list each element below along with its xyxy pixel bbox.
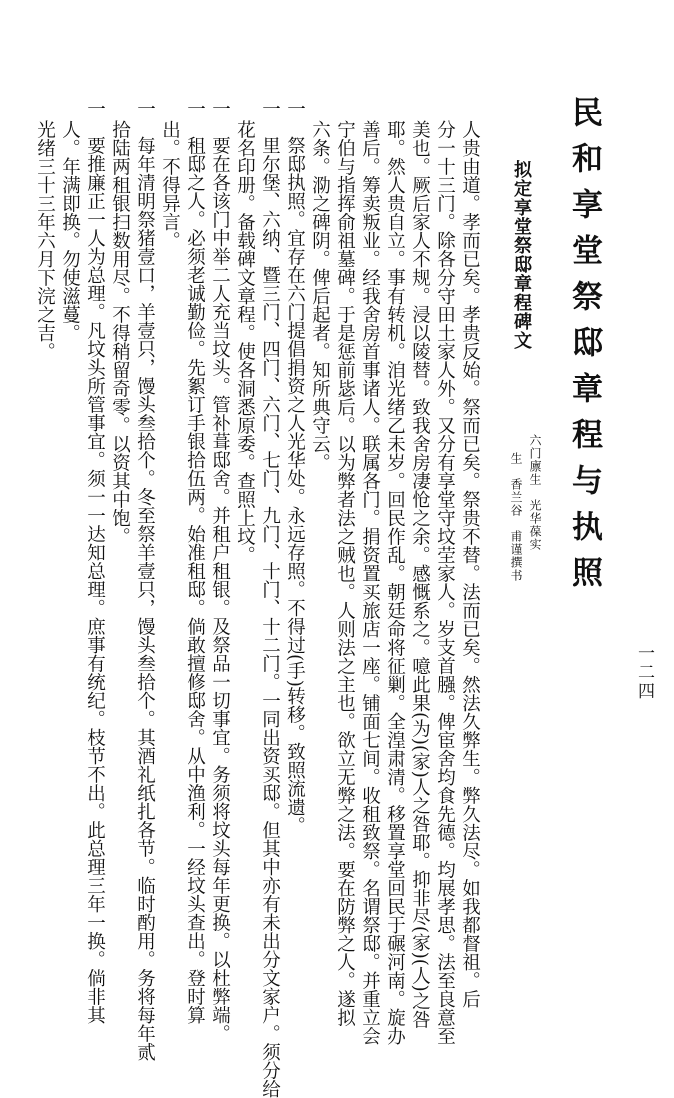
- rule-5-column-1: 一 每年清明祭猪壹口，羊壹只，馒头叁拾个。冬至祭羊壹只，馒头叁拾个。其酒礼纸扎各节。临时酌用。务将每年贰: [134, 99, 156, 1061]
- author-line-1: 六门廪生 光华葆实: [528, 434, 542, 551]
- rule-6-column-1: 一 要推廉正一人为总理。凡坟头所管事宜。须一一达知总理。庶事有统纪。枝节不出。此总理三年一换。倘非其: [84, 99, 106, 1024]
- body-column-3: 美也。厥后家人不规。浸以陵替。致我舍房凄怆之余。感慨系之。噫此果(为)(家)人之咎耶。抑非尽(家)(人)之咎: [409, 120, 431, 1029]
- body-column-2: 分一十三门。除各分守田土家人外。又分有享堂守坟茔家人。岁支首膙。俾宦舍均食先德。均展孝思。法至良意至: [434, 120, 456, 1045]
- rule-2-column-1: 一 里尔堡、六纳、暨三门、四门、六门、七门、九门、十门、十二门。一同出资买邸。但其中亦有未出分文家户。须分给: [259, 99, 281, 1098]
- rule-4-column-2: 出。不得异言。: [159, 120, 181, 250]
- inscription-title: 拟定享堂祭邸章程碑文: [511, 160, 532, 350]
- body-column-1: 人贵由道。孝而已矣。孝贵反始。祭而已矣。祭贵不替。法而已矣。然法久弊生。弊久法尽。如我都督祖。后: [459, 120, 481, 1008]
- author-line-2: 生 香兰谷 甫谨撰书: [509, 452, 523, 582]
- date-line: 光绪三十三年六月下浣之吉。: [34, 120, 56, 361]
- body-column-4: 耶。然人贵自立。事有转机。洎光绪乙未岁。回民作乱。朝廷命将征剿。全湟肃清。移置享堂回民于碾河南。旋办: [384, 120, 406, 1045]
- chapter-title: 民和享堂祭邸章程与执照: [566, 96, 602, 602]
- page-number: 一二四: [634, 644, 654, 701]
- rule-2-column-2: 花名印册。备载碑文章程。使各洞悉原委。查照上坟。: [234, 120, 256, 564]
- body-column-7: 六条。泐之碑阴。俾后起者。知所典守云。: [309, 120, 331, 472]
- body-column-5: 善后。筹卖叛业。经我舍房首事诸人。联属各门。捐资置买旅店一座。铺面七间。收租致祭。名谓祭邸。并重立会: [359, 120, 381, 1045]
- rule-3-column-1: 一 要在各该门中举二人充当坟头。管补葺邸舍。并租户租银。及祭品一切事宜。务须将坟头每年更换。以杜弊端。: [209, 99, 231, 1043]
- rule-6-column-2: 人。年满即换。勿使滋蔓。: [59, 120, 81, 342]
- body-column-6: 宁伯与指挥俞祖墓碑。于是惩前毖后。以为弊者法之贼也。人则法之主也。欲立无弊之法。要在防弊之人。遂拟: [334, 120, 356, 1027]
- rule-1-column-1: 一 祭邸执照。宜存在六门提倡捐资之人光华处。永远存照。不得过(手)转移。致照流遗。: [284, 99, 306, 835]
- rule-5-column-2: 拾陆两租银扫数用尽。不得稍留奇零。以资其中饱。: [109, 120, 131, 546]
- rule-4-column-1: 一 租邸之人。必须老诚勤俭。先絮订手银拾伍两。始准租邸。倘敢擅修邸舍。从中渔利。一经坟头查出。登时算: [184, 99, 206, 1024]
